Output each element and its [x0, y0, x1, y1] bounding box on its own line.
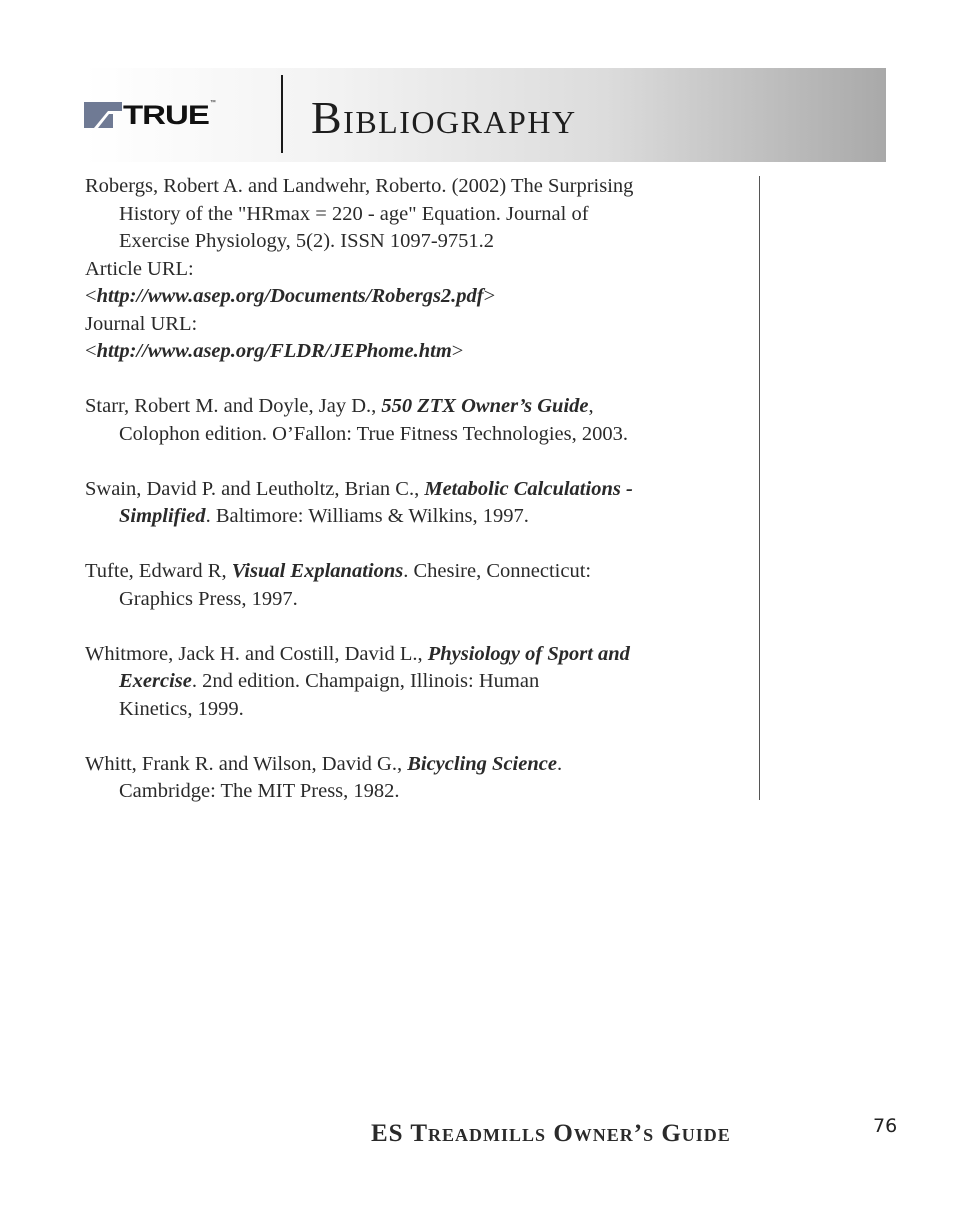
bibliography-list — [85, 173, 745, 833]
entry-line — [85, 476, 745, 504]
bibliography-entry-whitmore — [85, 641, 745, 724]
entry-line — [85, 668, 745, 696]
bibliography-entry-robergs — [85, 173, 745, 366]
entry-title: 550 ZTX Owner’s Guide — [381, 395, 589, 417]
entry-title-continued: Simplified — [119, 505, 206, 527]
journal-url-label: Journal URL: — [85, 312, 198, 335]
entry-title: Visual Explanations — [231, 560, 404, 582]
entry-publication: . 2nd edition. Champaign, Illinois: Human — [191, 670, 540, 692]
entry-title-continued: Exercise — [119, 670, 192, 692]
entry-punctuation: . — [556, 752, 563, 775]
bibliography-entry-swain — [85, 476, 745, 531]
entry-authors: Whitmore, Jack H. and Costill, David L., — [85, 642, 428, 665]
entry-line: Colophon edition. O’Fallon: True Fitness Technologies, 2003. — [119, 422, 628, 445]
entry-publication: . Chesire, Connecticut: — [403, 560, 592, 582]
page-number: 76 — [873, 1115, 898, 1137]
bibliography-entry-starr — [85, 393, 745, 448]
page-title: Bibliography — [311, 92, 577, 143]
article-url-label: Article URL: — [85, 257, 194, 280]
entry-line: Cambridge: The MIT Press, 1982. — [119, 780, 400, 802]
entry-title: Metabolic Calculations - — [424, 477, 633, 500]
entry-line: Robergs, Robert A. and Landwehr, Roberto. (2002) The Surprising — [85, 175, 634, 197]
entry-line — [85, 503, 745, 531]
entry-line: Kinetics, 1999. — [119, 697, 244, 720]
entry-line: Graphics Press, 1997. — [119, 587, 298, 610]
entry-title: Bicycling Science — [407, 752, 557, 775]
entry-authors: Starr, Robert M. and Doyle, Jay D., — [85, 395, 382, 417]
true-logo — [84, 100, 216, 130]
trademark-symbol: ™ — [209, 100, 216, 106]
true-logo-text: TRUE — [123, 99, 209, 130]
article-url-link[interactable]: http://www.asep.org/Documents/Robergs2.pdf — [96, 285, 484, 307]
entry-line — [85, 751, 745, 779]
entry-publication: . Baltimore: Williams & Wilkins, 1997. — [205, 505, 529, 527]
bibliography-entry-whitt — [85, 751, 745, 806]
article-url-line: <http://www.asep.org/Documents/Robergs2.pdf> — [85, 285, 496, 307]
margin-rule — [759, 176, 760, 800]
journal-url-link[interactable]: http://www.asep.org/FLDR/JEPhome.htm — [96, 340, 452, 362]
entry-punctuation: , — [588, 395, 594, 417]
bibliography-entry-tufte — [85, 558, 745, 613]
entry-line — [85, 641, 745, 669]
entry-line: Exercise Physiology, 5(2). ISSN 1097-9751.2 — [119, 230, 495, 252]
entry-authors: Whitt, Frank R. and Wilson, David G., — [85, 752, 408, 775]
header-divider — [281, 75, 283, 153]
journal-url-line: <http://www.asep.org/FLDR/JEPhome.htm> — [85, 340, 464, 362]
entry-authors: Tufte, Edward R, — [85, 560, 232, 582]
entry-line: History of the "HRmax = 220 - age" Equation. Journal of — [119, 202, 589, 225]
entry-title: Physiology of Sport and — [427, 642, 630, 665]
footer-guide-title: ES Treadmills Owner’s Guide — [371, 1120, 731, 1147]
entry-line — [85, 558, 745, 586]
entry-line — [85, 393, 745, 421]
entry-authors: Swain, David P. and Leutholtz, Brian C., — [85, 477, 425, 500]
true-logo-mark-icon — [84, 102, 122, 128]
